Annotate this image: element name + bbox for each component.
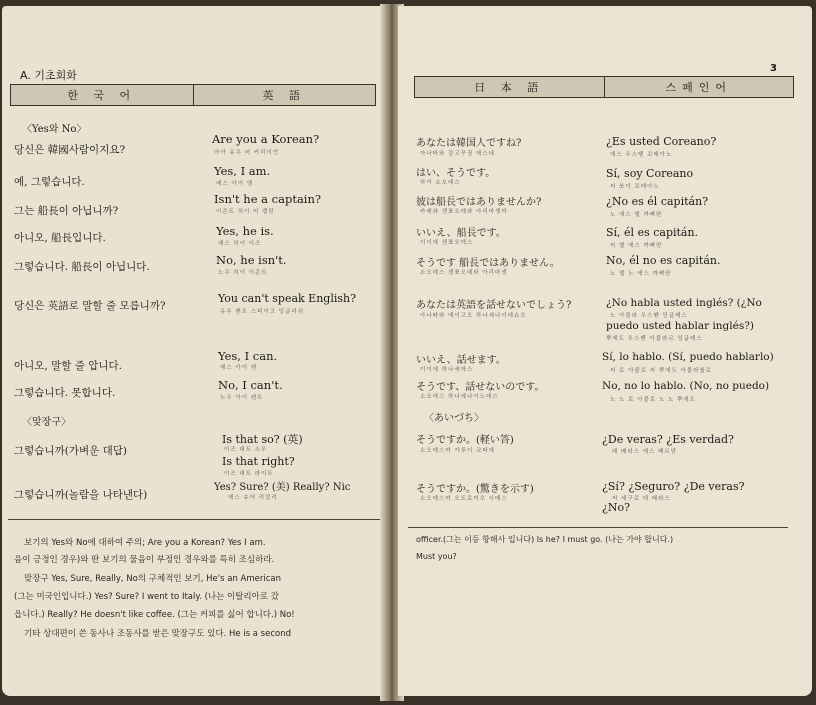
pronunciation: 소오데스 하나세나이노데스 [420, 394, 499, 400]
english-sentence: Are you a Korean? [212, 132, 320, 146]
spanish-sentence: ¿Sí? ¿Seguro? ¿De veras? [602, 480, 745, 493]
pronunciation: 이즈 대트 소우 [224, 447, 268, 453]
pronunciation: 유우 캔트 스피이크 잉글리쉬 [220, 309, 305, 315]
pronunciation: 아아 유우 어 커리이언 [214, 150, 280, 156]
divider [8, 519, 382, 520]
japanese-sentence: はい、そうです。 [416, 168, 496, 179]
korean-sentence: 그는 船長이 아닙니까? [14, 205, 119, 217]
korean-sentence: 그렇습니다. 못합니다. [14, 387, 116, 399]
japanese-sentence: いいえ、話せます。 [416, 355, 506, 366]
pronunciation: 이이에 하나세마스 [420, 367, 474, 373]
japanese-sentence: 彼は船長ではありませんか? [416, 197, 542, 208]
right-column-header [414, 76, 794, 98]
english-sentence: No, I can't. [218, 378, 283, 392]
english-sentence: Yes, I can. [218, 349, 278, 363]
spanish-sentence: Sí, lo hablo. (Sí, puedo hablarlo) [602, 351, 774, 363]
spanish-sentence: Sí, él es capitán. [606, 226, 699, 239]
spanish-sentence: No, no lo hablo. (No, no puedo) [602, 380, 770, 392]
pronunciation: 아나타와 강고꾸징 데스네 [420, 151, 495, 157]
note-line: 읍니다.) Really? He doesn't like coffee. (그는 커피를 싫어 합니다.) No! [14, 610, 295, 620]
english-sentence: Isn't he a captain? [214, 192, 322, 206]
note-line: 보기의 Yes와 No에 대하여 주의; Are you a Korean? Yes I am. [24, 538, 266, 548]
pronunciation: 예스 슈어 리얼리 [228, 495, 278, 501]
pronunciation: 소오데스 센쬬오데와 아리마셍 [420, 270, 508, 276]
left-page [2, 6, 388, 696]
header-spanish: 스페인어 [604, 77, 794, 97]
english-sentence: Yes, I am. [214, 164, 271, 178]
header-korean: 한 국 어 [67, 89, 137, 102]
pronunciation: 씨 엘 에스 까삐딴 [610, 243, 663, 249]
pronunciation: 노 엘 노 에스 까삐딴 [610, 271, 672, 277]
spanish-sentence: ¿Es usted Coreano? [606, 135, 717, 148]
divider [408, 527, 788, 528]
korean-sentence: 그렇습니다. 船長이 아닙니다. [14, 261, 150, 273]
spanish-sentence: ¿No? [602, 501, 631, 514]
spanish-sentence: Sí, soy Coreano [606, 167, 694, 180]
note-line: Must you? [416, 552, 457, 561]
section-title: A. 기초회화 [20, 69, 77, 82]
subheading-aizuchi: 〈맞장구〉 [22, 417, 71, 428]
pronunciation: 아나따와 에이고오 하나세나이데쇼오 [420, 313, 527, 319]
pronunciation: 이이에 센쬬오데스 [420, 240, 474, 246]
english-sentence: No, he isn't. [216, 253, 287, 267]
korean-sentence: 아니오, 말할 줄 압니다. [14, 360, 122, 372]
pronunciation: 이즈 대트 라이트 [224, 471, 274, 477]
subheading-yes-no: 〈Yes와 No〉 [22, 124, 87, 135]
subheading-aizuchi: 〈あいづち〉 [424, 413, 484, 424]
spanish-sentence: ¿No habla usted inglés? (¿No [606, 297, 762, 309]
pronunciation: 예스 히이 이즈 [218, 241, 262, 247]
english-sentence: You can't speak English? [218, 292, 356, 305]
header-japanese: 日 本 語 [474, 81, 545, 94]
pronunciation: 노우 아이 캔트 [220, 395, 264, 401]
pronunciation: 소오데스까 오도로끼오 시메스 [420, 496, 508, 502]
right-page [398, 6, 812, 696]
pronunciation: 씨 세구로 데 베라스 [612, 496, 671, 502]
spanish-sentence-continued: puedo usted hablar inglés?) [606, 320, 754, 332]
pronunciation: 씨 쏘이 꼬레아노 [610, 184, 660, 190]
note-line: officer.(그는 이등 항해사 입니다) Is he? I must go. (나는 가야 합니다.) [416, 535, 674, 544]
japanese-sentence: そうですか。(驚きを示す) [416, 484, 534, 495]
header-english: 英 語 [193, 85, 376, 105]
pronunciation: 카레와 센쬬오데와 아리마셍까 [420, 209, 508, 215]
japanese-sentence: あなたは韓国人ですね? [416, 138, 522, 149]
korean-sentence: 그렇습니까(가벼운 대답) [14, 445, 127, 457]
korean-sentence: 당신은 韓國사람이지요? [14, 144, 126, 156]
japanese-sentence: そうです 船長ではありません。 [416, 258, 560, 269]
pronunciation: 뿌에도 우스뗃 아블라르 잉글레스 [606, 336, 703, 342]
spanish-sentence: No, él no es capitán. [606, 254, 721, 267]
note-line: 음이 긍정인 경우)와 딴 보기의 물음이 부정인 경우와를 특히 조심하라. [14, 555, 275, 565]
page-number: 3 [770, 63, 777, 74]
note-line: (그는 미국인입니다.) Yes? Sure? I went to Italy. (나는 이탈리아로 갔 [14, 592, 279, 602]
japanese-sentence: あなたは英語を話せないでしょう? [416, 300, 572, 311]
english-sentence: Yes, he is. [216, 224, 274, 238]
japanese-sentence: そうですか。(軽い答) [416, 435, 514, 446]
pronunciation: 노 에스 엘 까삐딴 [610, 212, 663, 218]
korean-sentence: 예, 그렇습니다. [14, 176, 85, 188]
pronunciation: 노 노 로 아블로 노 노 뿌에도 [610, 397, 696, 403]
english-sentence: Is that so? (英) [222, 433, 303, 446]
english-sentence: Yes? Sure? (美) Really? Nic [214, 482, 351, 493]
pronunciation: 씨 로 아블로 씨 뿌에도 아블라를로 [610, 368, 713, 374]
spanish-sentence: ¿De veras? ¿Es verdad? [602, 433, 734, 446]
pronunciation: 에스 우스뗃 꼬레아노 [610, 152, 673, 158]
pronunciation: 이즌트 히이 어 캡틴 [216, 209, 275, 215]
japanese-sentence: いいえ、船長です。 [416, 228, 506, 239]
note-line: 기타 상대편이 쓴 동사나 조동사를 받은 맞장구도 있다. He is a second [24, 629, 292, 639]
pronunciation: 예스 아이 앰 [216, 181, 254, 187]
korean-sentence: 당신은 英語로 말할 줄 모릅니까? [14, 300, 166, 312]
japanese-sentence: そうです、話せないのです。 [416, 382, 545, 393]
korean-sentence: 그렇습니까(놀람을 나타낸다) [14, 489, 148, 501]
pronunciation: 하이 소오데스 [420, 180, 461, 186]
pronunciation: 예스 아이 캔 [220, 365, 258, 371]
english-sentence: Is that right? [222, 455, 295, 468]
spanish-sentence: ¿No es él capitán? [606, 195, 709, 208]
note-line: 맞장구 Yes, Sure, Really, No의 구체적인 보기, He's an American [24, 574, 281, 584]
pronunciation: 데 베라스 에스 베르닫 [612, 449, 678, 455]
pronunciation: 소오데스까 가루이 코따에 [420, 448, 495, 454]
pronunciation: 노우 히이 이즌트 [218, 270, 268, 276]
left-column-header [10, 84, 376, 106]
korean-sentence: 아니오, 船長입니다. [14, 232, 106, 244]
pronunciation: 노 아블라 우스뗃 잉글레스 [610, 313, 688, 319]
